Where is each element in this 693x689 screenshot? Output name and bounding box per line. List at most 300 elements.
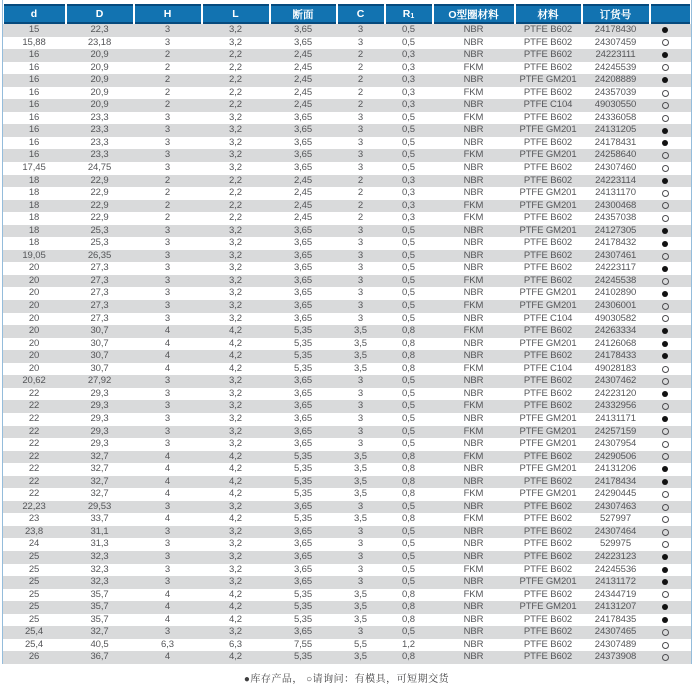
cell-d: 25 (28, 550, 40, 562)
cell-oring-material: FKM (463, 300, 484, 312)
cell-stock (650, 516, 691, 523)
column-header-C: C (338, 4, 384, 24)
cell-C: 3 (357, 36, 364, 48)
cell-R1: 0,5 (402, 375, 415, 387)
cell-H: 3 (164, 375, 171, 387)
cell-d: 16 (28, 99, 40, 111)
cell-R1: 0,5 (402, 312, 415, 324)
cell-D: 32,7 (90, 626, 109, 638)
cell-L: 4,2 (229, 475, 242, 487)
cell-d: 20 (28, 350, 40, 362)
table-row (3, 488, 691, 501)
cell-L: 3,2 (229, 124, 242, 136)
cell-H: 3 (164, 162, 171, 174)
cell-R1: 0,5 (402, 400, 415, 412)
cell-R1: 0,5 (402, 576, 415, 588)
cell-order-no: 24336058 (594, 111, 637, 123)
cell-order-no: 24131172 (595, 576, 636, 588)
cell-C: 2 (357, 199, 364, 211)
cell-stock (650, 115, 691, 122)
cell-material: PTFE B602 (523, 513, 573, 525)
cell-oring-material: NBR (463, 337, 484, 349)
cell-oring-material: NBR (463, 463, 484, 475)
table-row (3, 601, 691, 614)
cell-section: 3,65 (293, 375, 313, 387)
cell-stock (650, 328, 691, 334)
cell-R1: 0,8 (402, 475, 415, 487)
table-row (3, 287, 691, 300)
cell-material: PTFE B602 (523, 325, 573, 337)
cell-d: 18 (28, 224, 40, 236)
cell-order-no: 24332956 (594, 400, 637, 412)
cell-C: 3 (357, 287, 364, 299)
cell-L: 3,2 (229, 412, 242, 424)
cell-d: 25,4 (24, 638, 44, 650)
cell-order-no: 24245539 (594, 61, 637, 73)
cell-material: PTFE B602 (523, 475, 573, 487)
cell-stock (650, 341, 691, 347)
in-stock-dot-icon (662, 341, 668, 347)
cell-section: 5,35 (293, 488, 313, 500)
table-row (3, 451, 691, 464)
inquiry-dot-icon (662, 64, 669, 71)
cell-L: 2,2 (229, 74, 242, 86)
table-row (3, 149, 691, 162)
cell-L: 3,2 (229, 162, 242, 174)
cell-H: 4 (164, 325, 171, 337)
cell-order-no: 24307463 (594, 500, 637, 512)
cell-H: 4 (164, 488, 171, 500)
in-stock-dot-icon (662, 579, 668, 585)
cell-D: 20,9 (90, 49, 109, 61)
cell-order-no: 24223120 (594, 387, 637, 399)
cell-d: 25 (28, 601, 40, 613)
cell-order-no: 24307954 (594, 438, 637, 450)
cell-R1: 0,3 (402, 187, 415, 199)
cell-L: 2,2 (229, 99, 242, 111)
cell-d: 18 (28, 237, 40, 249)
cell-oring-material: NBR (463, 438, 484, 450)
column-header-D: D (67, 4, 133, 24)
cell-H: 3 (164, 237, 171, 249)
cell-section: 3,65 (293, 287, 313, 299)
cell-material: PTFE B602 (523, 237, 573, 249)
cell-R1: 0,5 (402, 425, 415, 437)
cell-order-no: 24300468 (594, 199, 637, 211)
in-stock-dot-icon (662, 554, 668, 560)
cell-material: PTFE B602 (523, 651, 573, 663)
cell-order-no: 24307462 (594, 375, 637, 387)
cell-C: 2 (357, 86, 364, 98)
cell-oring-material: FKM (463, 61, 484, 73)
cell-oring-material: FKM (463, 199, 484, 211)
table-row (3, 513, 691, 526)
cell-D: 22,9 (90, 187, 109, 199)
cell-oring-material: NBR (463, 350, 484, 362)
cell-stock (650, 52, 691, 58)
cell-stock (650, 642, 691, 649)
cell-L: 4,2 (229, 513, 242, 525)
in-stock-dot-icon (662, 328, 668, 334)
cell-D: 23,3 (90, 111, 109, 123)
cell-H: 2 (164, 199, 171, 211)
cell-H: 4 (164, 362, 171, 374)
cell-material: PTFE GM201 (519, 74, 577, 86)
table-row (3, 313, 691, 326)
cell-L: 3,2 (229, 249, 242, 261)
cell-H: 3 (164, 563, 171, 575)
cell-stock (650, 629, 691, 636)
cell-D: 20,9 (90, 86, 109, 98)
cell-section: 5,35 (293, 463, 313, 475)
in-stock-dot-icon (662, 291, 668, 297)
cell-stock (650, 202, 691, 209)
cell-D: 23,18 (87, 36, 112, 48)
cell-R1: 0,5 (402, 550, 415, 562)
inquiry-dot-icon (662, 378, 669, 385)
cell-H: 4 (164, 513, 171, 525)
cell-R1: 0,8 (402, 362, 415, 374)
table-row (3, 37, 691, 50)
cell-C: 3,5 (354, 337, 367, 349)
cell-oring-material: NBR (463, 36, 484, 48)
cell-L: 2,2 (229, 61, 242, 73)
cell-material: PTFE B602 (523, 626, 573, 638)
cell-d: 22,23 (22, 500, 46, 512)
cell-H: 6,3 (161, 638, 174, 650)
cell-section: 7,55 (293, 638, 313, 650)
cell-H: 4 (164, 613, 171, 625)
cell-stock (650, 291, 691, 297)
cell-d: 18 (28, 212, 40, 224)
cell-order-no: 24223111 (595, 49, 636, 61)
cell-material: PTFE GM201 (519, 199, 577, 211)
cell-stock (650, 190, 691, 197)
cell-order-no: 24307465 (594, 626, 637, 638)
cell-material: PTFE C104 (523, 312, 573, 324)
cell-H: 2 (164, 187, 171, 199)
cell-material: PTFE B602 (523, 450, 573, 462)
cell-d: 18 (28, 199, 40, 211)
cell-H: 3 (164, 576, 171, 588)
cell-H: 4 (164, 463, 171, 475)
cell-L: 3,2 (229, 538, 242, 550)
cell-order-no: 527997 (599, 513, 632, 525)
cell-stock (650, 178, 691, 184)
cell-L: 4,2 (229, 601, 242, 613)
cell-section: 3,65 (293, 300, 313, 312)
cell-C: 3,5 (354, 513, 367, 525)
cell-C: 3 (357, 274, 364, 286)
inquiry-dot-icon (662, 39, 669, 46)
cell-section: 3,65 (293, 274, 313, 286)
cell-d: 22 (28, 463, 40, 475)
cell-L: 3,2 (229, 550, 242, 562)
cell-C: 2 (357, 49, 364, 61)
cell-D: 20,9 (90, 99, 109, 111)
table-row (3, 589, 691, 602)
cell-order-no: 24223114 (595, 174, 636, 186)
cell-material: PTFE B602 (523, 61, 573, 73)
cell-section: 3,65 (293, 24, 313, 35)
table-row (3, 426, 691, 439)
cell-d: 20 (28, 262, 40, 274)
cell-C: 3,5 (354, 613, 367, 625)
cell-stock (650, 140, 691, 146)
inquiry-dot-icon (662, 541, 669, 548)
cell-L: 4,2 (229, 651, 242, 663)
table-row (3, 413, 691, 426)
cell-C: 3 (357, 300, 364, 312)
cell-H: 3 (164, 224, 171, 236)
cell-L: 4,2 (229, 488, 242, 500)
cell-order-no: 49028183 (594, 362, 637, 374)
cell-order-no: 24208889 (594, 74, 637, 86)
cell-C: 3 (357, 525, 364, 537)
cell-stock (650, 466, 691, 472)
cell-section: 2,45 (293, 61, 313, 73)
cell-d: 22 (28, 450, 40, 462)
cell-stock (650, 315, 691, 322)
cell-D: 23,3 (90, 136, 109, 148)
cell-R1: 0,8 (402, 601, 415, 613)
cell-material: PTFE B602 (523, 262, 573, 274)
cell-section: 3,65 (293, 576, 313, 588)
table-row (3, 400, 691, 413)
cell-section: 3,65 (293, 412, 313, 424)
column-header-section: 断面 (271, 4, 336, 24)
cell-C: 3 (357, 237, 364, 249)
cell-R1: 0,8 (402, 463, 415, 475)
cell-H: 3 (164, 400, 171, 412)
cell-d: 15 (28, 24, 40, 35)
in-stock-dot-icon (662, 391, 668, 397)
inquiry-dot-icon (662, 90, 669, 97)
cell-section: 2,45 (293, 74, 313, 86)
cell-oring-material: NBR (463, 312, 484, 324)
cell-d: 19,05 (22, 249, 46, 261)
cell-L: 3,2 (229, 24, 242, 35)
inquiry-dot-icon (662, 491, 669, 498)
cell-oring-material: NBR (463, 262, 484, 274)
cell-L: 3,2 (229, 312, 242, 324)
cell-stock (650, 278, 691, 285)
cell-section: 5,35 (293, 651, 313, 663)
cell-H: 4 (164, 601, 171, 613)
table-row (3, 639, 691, 652)
cell-R1: 0,8 (402, 325, 415, 337)
cell-H: 2 (164, 212, 171, 224)
cell-H: 2 (164, 86, 171, 98)
cell-C: 3 (357, 312, 364, 324)
cell-H: 3 (164, 262, 171, 274)
cell-oring-material: NBR (463, 475, 484, 487)
cell-L: 3,2 (229, 274, 242, 286)
cell-R1: 0,3 (402, 86, 415, 98)
in-stock-dot-icon (662, 604, 668, 610)
cell-oring-material: NBR (463, 500, 484, 512)
cell-stock (650, 228, 691, 234)
cell-order-no: 24357038 (594, 212, 637, 224)
table-row (3, 250, 691, 263)
cell-order-no: 24178432 (594, 237, 637, 249)
cell-section: 3,65 (293, 400, 313, 412)
cell-section: 3,65 (293, 438, 313, 450)
cell-C: 3 (357, 563, 364, 575)
cell-order-no: 24245536 (594, 563, 637, 575)
cell-section: 3,65 (293, 563, 313, 575)
cell-d: 16 (28, 136, 40, 148)
cell-L: 2,2 (229, 49, 242, 61)
cell-R1: 0,5 (402, 36, 415, 48)
inquiry-dot-icon (662, 202, 669, 209)
inquiry-dot-icon (662, 366, 669, 373)
cell-oring-material: NBR (463, 287, 484, 299)
cell-L: 3,2 (229, 300, 242, 312)
cell-order-no: 24178435 (594, 613, 637, 625)
cell-R1: 0,5 (402, 438, 415, 450)
table-row (3, 237, 691, 250)
inquiry-dot-icon (662, 215, 669, 222)
column-header-L: L (203, 4, 269, 24)
cell-D: 27,3 (90, 312, 109, 324)
cell-stock (650, 428, 691, 435)
cell-material: PTFE B602 (523, 136, 573, 148)
cell-order-no: 24307461 (594, 249, 637, 261)
cell-section: 2,45 (293, 99, 313, 111)
table-body (3, 24, 691, 664)
table-row (3, 87, 691, 100)
cell-L: 3,2 (229, 425, 242, 437)
cell-oring-material: NBR (463, 613, 484, 625)
cell-section: 2,45 (293, 212, 313, 224)
cell-R1: 0,5 (402, 500, 415, 512)
cell-material: PTFE B602 (523, 24, 573, 35)
cell-oring-material: NBR (463, 550, 484, 562)
cell-order-no: 24307459 (594, 36, 637, 48)
cell-H: 3 (164, 249, 171, 261)
cell-order-no: 24102890 (594, 287, 637, 299)
cell-L: 2,2 (229, 86, 242, 98)
cell-d: 22 (28, 475, 40, 487)
cell-C: 2 (357, 61, 364, 73)
in-stock-dot-icon (662, 617, 668, 623)
cell-D: 29,3 (90, 412, 109, 424)
cell-H: 3 (164, 300, 171, 312)
cell-D: 32,7 (90, 488, 109, 500)
cell-D: 31,1 (90, 525, 109, 537)
cell-D: 25,3 (90, 224, 109, 236)
inquiry-dot-icon (662, 516, 669, 523)
cell-material: PTFE GM201 (519, 488, 577, 500)
cell-d: 25 (28, 613, 40, 625)
cell-stock (650, 453, 691, 460)
cell-C: 3 (357, 149, 364, 161)
table-row (3, 225, 691, 238)
cell-section: 3,65 (293, 500, 313, 512)
cell-R1: 0,5 (402, 387, 415, 399)
cell-order-no: 24126068 (594, 337, 637, 349)
cell-order-no: 24223123 (594, 550, 637, 562)
cell-L: 3,2 (229, 576, 242, 588)
cell-C: 3,5 (354, 488, 367, 500)
cell-C: 2 (357, 99, 364, 111)
cell-order-no: 24245538 (594, 274, 637, 286)
cell-D: 20,9 (90, 61, 109, 73)
table-row (3, 24, 691, 37)
cell-order-no: 24127305 (594, 224, 637, 236)
cell-material: PTFE C104 (523, 362, 573, 374)
cell-R1: 0,5 (402, 626, 415, 638)
cell-R1: 0,5 (402, 563, 415, 575)
cell-section: 3,65 (293, 162, 313, 174)
cell-stock (650, 579, 691, 585)
column-header-material: 材料 (516, 4, 581, 24)
cell-section: 3,65 (293, 425, 313, 437)
column-header-stock (651, 4, 690, 24)
cell-oring-material: FKM (463, 450, 484, 462)
cell-C: 3 (357, 224, 364, 236)
cell-order-no: 529975 (599, 538, 632, 550)
cell-d: 16 (28, 61, 40, 73)
cell-H: 2 (164, 61, 171, 73)
cell-D: 32,3 (90, 576, 109, 588)
cell-D: 22,3 (90, 24, 109, 35)
table-row (3, 200, 691, 213)
cell-d: 15,88 (22, 36, 46, 48)
cell-oring-material: NBR (463, 387, 484, 399)
column-header-d: d (4, 4, 65, 24)
cell-order-no: 24258640 (594, 149, 637, 161)
cell-R1: 0,8 (402, 513, 415, 525)
cell-d: 20 (28, 362, 40, 374)
cell-H: 3 (164, 500, 171, 512)
cell-section: 5,35 (293, 362, 313, 374)
cell-material: PTFE B602 (523, 400, 573, 412)
cell-H: 3 (164, 24, 171, 35)
cell-stock (650, 165, 691, 172)
cell-C: 2 (357, 212, 364, 224)
stock-legend: ●库存产品， ○请询问：有模具，可短期交货 (243, 673, 450, 685)
cell-material: PTFE GM201 (519, 287, 577, 299)
column-header-oring-material: O型圈材料 (434, 4, 514, 24)
in-stock-dot-icon (662, 416, 668, 422)
cell-material: PTFE B602 (523, 212, 573, 224)
cell-oring-material: NBR (463, 136, 484, 148)
cell-order-no: 24263334 (594, 325, 637, 337)
cell-material: PTFE B602 (523, 563, 573, 575)
in-stock-dot-icon (662, 77, 668, 83)
cell-stock (650, 541, 691, 548)
cell-R1: 0,5 (402, 149, 415, 161)
cell-stock (650, 27, 691, 33)
cell-D: 23,3 (90, 149, 109, 161)
cell-D: 36,7 (90, 651, 109, 663)
cell-D: 26,35 (87, 249, 112, 261)
cell-D: 29,3 (90, 400, 109, 412)
cell-H: 2 (164, 49, 171, 61)
cell-oring-material: NBR (463, 576, 484, 588)
cell-R1: 0,3 (402, 199, 415, 211)
cell-section: 2,45 (293, 86, 313, 98)
cell-oring-material: FKM (463, 563, 484, 575)
cell-H: 4 (164, 475, 171, 487)
cell-R1: 0,5 (402, 525, 415, 537)
table-row (3, 526, 691, 539)
cell-R1: 0,3 (402, 99, 415, 111)
table-row (3, 187, 691, 200)
cell-stock (650, 353, 691, 359)
